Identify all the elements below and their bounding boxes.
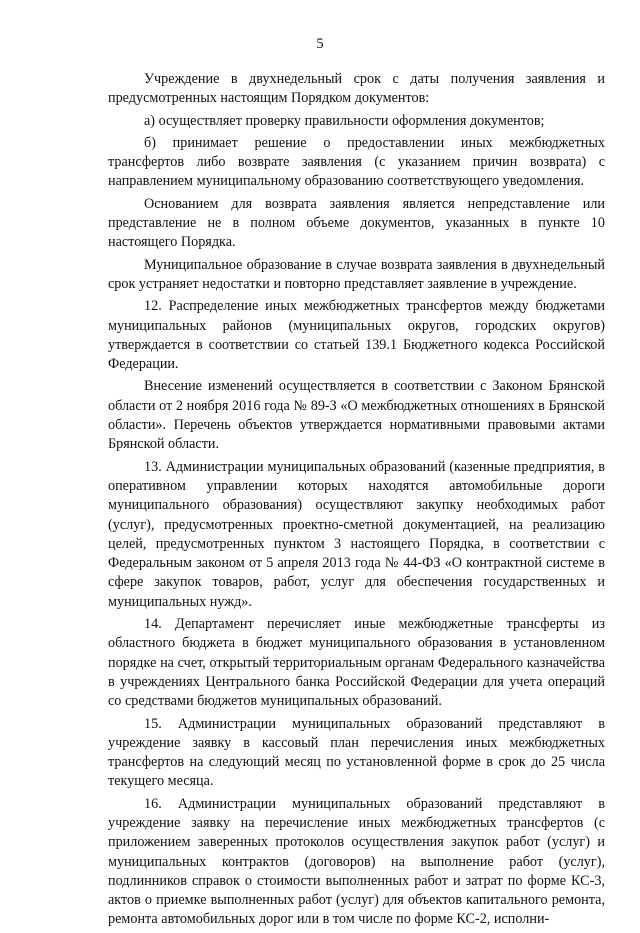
paragraph: Учреждение в двухнедельный срок с даты получения заявления и предусмотренных настоящим Порядком документов: xyxy=(108,71,605,107)
document-body xyxy=(108,70,605,933)
paragraph: 16. Администрации муниципальных образований представляют в учреждение заявку на перечисление иных межбюджетных трансфертов (с приложением заверенных протоколов осуществления закупок работ (услуг) и муниципальных контрактов (договоров) на выполнение работ (услуг), подлинников справок о стоимости выполненных работ и затрат по форме КС-3, актов о приемке выполненных работ (услуг) для объектов капитального ремонта, ремонта автомобильных дорог или в том числе по форме КС-2, исполни- xyxy=(108,795,605,928)
paragraph: 15. Администрации муниципальных образований представляют в учреждение заявку в кассовый план перечисления иных межбюджетных трансфертов на следующий месяц по установленной форме в срок до 25 числа текущего месяца. xyxy=(108,715,605,790)
paragraph: б) принимает решение о предоставлении иных межбюджетных трансфертов либо возврате заявления (с указанием причин возврата) с направлением муниципальному образованию соответствующего уведомления. xyxy=(108,134,605,190)
paragraph: 13. Администрации муниципальных образований (казенные предприятия, в оперативном управлении которых находятся автомобильные дороги муниципального образования) осуществляют закупку необходимых работ (услуг), предусмотренных проектно-сметной документацией, на реализацию целей, предусмотренных пунктом 3 настоящего Порядка, в соответствии с Федеральным законом от 5 апреля 2013 года № 44-ФЗ «О контрактной системе в сфере закупок товаров, работ, услуг для обеспечения государственных и муниципальных нужд». xyxy=(108,458,605,610)
paragraph: Внесение изменений осуществляется в соответствии с Законом Брянской области от 2 ноября 2016 года № 89-З «О межбюджетных отношениях в Брянской области». Перечень объектов утверждается нормативными правовыми актами Брянской области. xyxy=(108,378,605,453)
paragraph: 14. Департамент перечисляет иные межбюджетные трансферты из областного бюджета в бюджет муниципального образования в установленном порядке на счет, открытый территориальным органам Федерального казначейства в учреждениях Центрального банка Российской Федерации для учета операций со средствами бюджетов муниципальных образований. xyxy=(108,616,605,710)
paragraph: Основанием для возврата заявления является непредставление или представление не в полном объеме документов, указанных в пункте 10 настоящего Порядка. xyxy=(108,195,605,251)
paragraph: 12. Распределение иных межбюджетных трансфертов между бюджетами муниципальных районов (муниципальных округов, городских округов) утверждается в соответствии со статьей 139.1 Бюджетного кодекса Российской Федерации. xyxy=(108,298,605,373)
paragraph: Муниципальное образование в случае возврата заявления в двухнедельный срок устраняет недостатки и повторно представляет заявление в учреждение. xyxy=(108,256,605,292)
paragraph: а) осуществляет проверку правильности оформления документов; xyxy=(144,112,545,129)
page-number: 5 xyxy=(316,36,324,52)
